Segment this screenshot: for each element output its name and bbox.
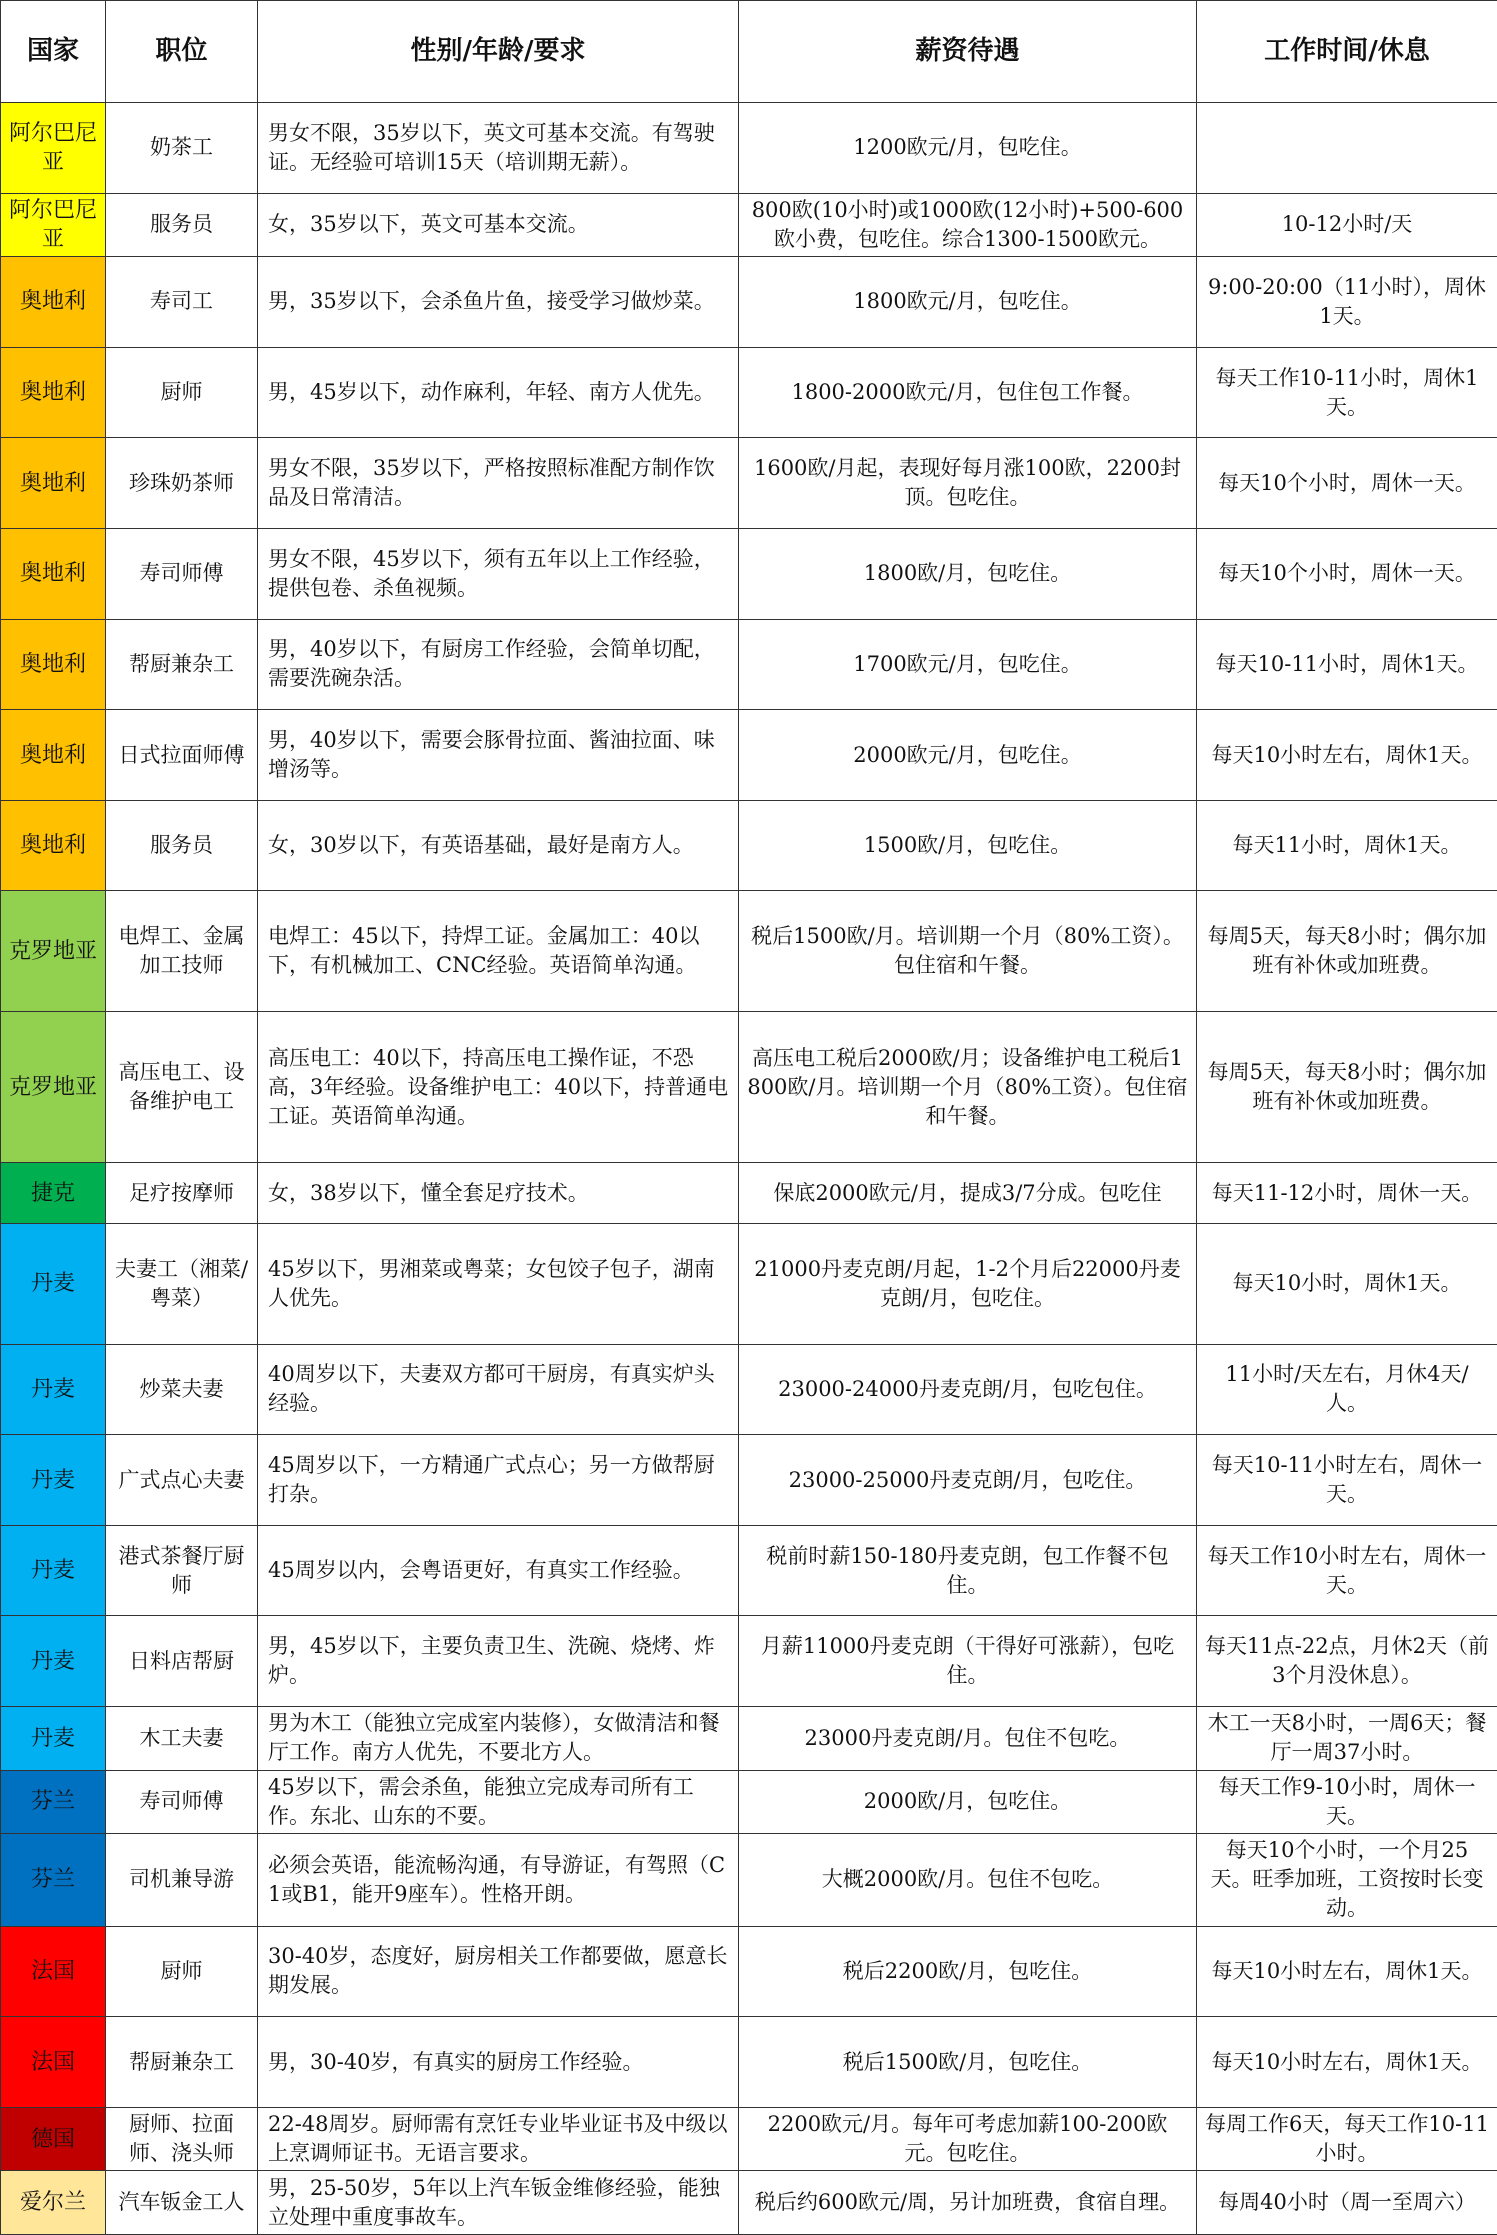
header-requirements: 性别/年龄/要求: [258, 1, 739, 103]
cell-hours: 每天10小时，周休1天。: [1197, 1223, 1497, 1344]
cell-country: 丹麦: [1, 1616, 106, 1707]
cell-salary: 1800欧/月，包吃住。: [739, 528, 1197, 619]
cell-country: 法国: [1, 1926, 106, 2017]
cell-requirements: 男女不限，35岁以下，严格按照标准配方制作饮品及日常清洁。: [258, 438, 739, 529]
cell-position: 寿司师傅: [106, 528, 258, 619]
cell-country: 阿尔巴尼亚: [1, 193, 106, 256]
cell-position: 寿司工: [106, 257, 258, 348]
cell-requirements: 男，30-40岁，有真实的厨房工作经验。: [258, 2017, 739, 2108]
cell-position: 厨师: [106, 347, 258, 438]
cell-country: 阿尔巴尼亚: [1, 103, 106, 194]
cell-salary: 21000丹麦克朗/月起，1-2个月后22000丹麦克朗/月，包吃住。: [739, 1223, 1197, 1344]
cell-requirements: 女，30岁以下，有英语基础，最好是南方人。: [258, 800, 739, 891]
cell-requirements: 30-40岁，态度好，厨房相关工作都要做，愿意长期发展。: [258, 1926, 739, 2017]
cell-country: 奥地利: [1, 619, 106, 710]
cell-country: 丹麦: [1, 1707, 106, 1770]
cell-position: 厨师、拉面师、浇头师: [106, 2107, 258, 2170]
table-row: [1, 1012, 1497, 1163]
table-body: [1, 103, 1497, 2235]
cell-position: 司机兼导游: [106, 1833, 258, 1926]
table-row: [1, 347, 1497, 438]
cell-country: 德国: [1, 2107, 106, 2170]
cell-position: 寿司师傅: [106, 1770, 258, 1833]
cell-position: 夫妻工（湘菜/粤菜）: [106, 1223, 258, 1344]
table-row: [1, 193, 1497, 256]
cell-hours: 每天工作10-11小时，周休1天。: [1197, 347, 1497, 438]
cell-position: 高压电工、设备维护电工: [106, 1012, 258, 1163]
cell-position: 木工夫妻: [106, 1707, 258, 1770]
cell-position: 帮厨兼杂工: [106, 619, 258, 710]
cell-hours: 每天11小时，周休1天。: [1197, 800, 1497, 891]
table-row: [1, 1435, 1497, 1526]
cell-country: 法国: [1, 2017, 106, 2108]
table-row: [1, 1926, 1497, 2017]
cell-salary: 月薪11000丹麦克朗（干得好可涨薪），包吃住。: [739, 1616, 1197, 1707]
cell-requirements: 男，25-50岁，5年以上汽车钣金维修经验，能独立处理中重度事故车。: [258, 2171, 739, 2235]
cell-requirements: 男女不限，45岁以下，须有五年以上工作经验，提供包卷、杀鱼视频。: [258, 528, 739, 619]
cell-country: 克罗地亚: [1, 891, 106, 1012]
cell-country: 爱尔兰: [1, 2171, 106, 2235]
cell-country: 丹麦: [1, 1344, 106, 1435]
cell-position: 汽车钣金工人: [106, 2171, 258, 2235]
cell-country: 奥地利: [1, 347, 106, 438]
cell-requirements: 电焊工：45以下，持焊工证。金属加工：40以下，有机械加工、CNC经验。英语简单沟通。: [258, 891, 739, 1012]
cell-salary: 2200欧元/月。每年可考虑加薪100-200欧元。包吃住。: [739, 2107, 1197, 2170]
cell-salary: 23000丹麦克朗/月。包住不包吃。: [739, 1707, 1197, 1770]
cell-hours: 10-12小时/天: [1197, 193, 1497, 256]
cell-position: 电焊工、金属加工技师: [106, 891, 258, 1012]
cell-salary: 1800欧元/月，包吃住。: [739, 257, 1197, 348]
table-row: [1, 1344, 1497, 1435]
header-country: 国家: [1, 1, 106, 103]
cell-hours: 每天11点-22点，月休2天（前3个月没休息）。: [1197, 1616, 1497, 1707]
cell-salary: 税后约600欧元/周，另计加班费，食宿自理。: [739, 2171, 1197, 2235]
cell-hours: 每天10个小时，周休一天。: [1197, 438, 1497, 529]
cell-hours: 每天10小时左右，周休1天。: [1197, 1926, 1497, 2017]
cell-hours: 每周工作6天，每天工作10-11小时。: [1197, 2107, 1497, 2170]
cell-hours: 每周5天，每天8小时；偶尔加班有补休或加班费。: [1197, 1012, 1497, 1163]
cell-salary: 税后1500欧/月。培训期一个月（80%工资）。包住宿和午餐。: [739, 891, 1197, 1012]
cell-country: 丹麦: [1, 1525, 106, 1616]
cell-country: 芬兰: [1, 1833, 106, 1926]
cell-position: 港式茶餐厅厨师: [106, 1525, 258, 1616]
cell-requirements: 22-48周岁。厨师需有烹饪专业毕业证书及中级以上烹调师证书。无语言要求。: [258, 2107, 739, 2170]
cell-country: 奥地利: [1, 528, 106, 619]
cell-requirements: 45岁以下，男湘菜或粤菜；女包饺子包子，湖南人优先。: [258, 1223, 739, 1344]
cell-requirements: 男女不限，35岁以下，英文可基本交流。有驾驶证。无经验可培训15天（培训期无薪）。: [258, 103, 739, 194]
cell-country: 丹麦: [1, 1223, 106, 1344]
cell-hours: 每周5天，每天8小时；偶尔加班有补休或加班费。: [1197, 891, 1497, 1012]
cell-requirements: 男，35岁以下，会杀鱼片鱼，接受学习做炒菜。: [258, 257, 739, 348]
cell-requirements: 45周岁以内，会粤语更好，有真实工作经验。: [258, 1525, 739, 1616]
cell-hours: 每天工作9-10小时，周休一天。: [1197, 1770, 1497, 1833]
cell-position: 日料店帮厨: [106, 1616, 258, 1707]
table-row: [1, 619, 1497, 710]
cell-requirements: 男，45岁以下，动作麻利，年轻、南方人优先。: [258, 347, 739, 438]
cell-salary: 税前时薪150-180丹麦克朗，包工作餐不包住。: [739, 1525, 1197, 1616]
cell-requirements: 男，40岁以下，有厨房工作经验，会简单切配，需要洗碗杂活。: [258, 619, 739, 710]
cell-country: 丹麦: [1, 1435, 106, 1526]
table-row: [1, 1833, 1497, 1926]
cell-position: 奶茶工: [106, 103, 258, 194]
cell-country: 克罗地亚: [1, 1012, 106, 1163]
cell-position: 厨师: [106, 1926, 258, 2017]
cell-requirements: 45岁以下，需会杀鱼，能独立完成寿司所有工作。东北、山东的不要。: [258, 1770, 739, 1833]
cell-salary: 大概2000欧/月。包住不包吃。: [739, 1833, 1197, 1926]
cell-hours: 每天工作10小时左右，周休一天。: [1197, 1525, 1497, 1616]
table-row: [1, 1707, 1497, 1770]
cell-requirements: 45周岁以下，一方精通广式点心；另一方做帮厨打杂。: [258, 1435, 739, 1526]
table-row: [1, 1223, 1497, 1344]
cell-salary: 1600欧/月起，表现好每月涨100欧，2200封顶。包吃住。: [739, 438, 1197, 529]
cell-hours: 每周40小时（周一至周六）: [1197, 2171, 1497, 2235]
cell-salary: 保底2000欧元/月，提成3/7分成。包吃住: [739, 1163, 1197, 1223]
cell-country: 奥地利: [1, 257, 106, 348]
cell-hours: 每天10个小时，一个月25天。旺季加班，工资按时长变动。: [1197, 1833, 1497, 1926]
table-row: [1, 1770, 1497, 1833]
cell-salary: 2000欧元/月，包吃住。: [739, 710, 1197, 801]
cell-hours: 每天11-12小时，周休一天。: [1197, 1163, 1497, 1223]
cell-country: 奥地利: [1, 710, 106, 801]
header-row: [1, 1, 1497, 103]
cell-position: 帮厨兼杂工: [106, 2017, 258, 2108]
cell-salary: 1800-2000欧元/月，包住包工作餐。: [739, 347, 1197, 438]
cell-hours: 每天10-11小时左右，周休一天。: [1197, 1435, 1497, 1526]
cell-salary: 税后2200欧/月，包吃住。: [739, 1926, 1197, 2017]
header-position: 职位: [106, 1, 258, 103]
table-row: [1, 1525, 1497, 1616]
table-row: [1, 1163, 1497, 1223]
cell-position: 服务员: [106, 193, 258, 256]
table-row: [1, 2171, 1497, 2235]
cell-position: 服务员: [106, 800, 258, 891]
table-row: [1, 800, 1497, 891]
cell-salary: 税后1500欧/月，包吃住。: [739, 2017, 1197, 2108]
cell-position: 足疗按摩师: [106, 1163, 258, 1223]
header-hours: 工作时间/休息: [1197, 1, 1497, 103]
cell-salary: 800欧(10小时)或1000欧(12小时)+500-600欧小费，包吃住。综合1300-1500欧元。: [739, 193, 1197, 256]
cell-country: 捷克: [1, 1163, 106, 1223]
cell-requirements: 高压电工：40以下，持高压电工操作证，不恐高，3年经验。设备维护电工：40以下，持普通电工证。英语简单沟通。: [258, 1012, 739, 1163]
cell-salary: 23000-24000丹麦克朗/月，包吃包住。: [739, 1344, 1197, 1435]
cell-hours: 每天10-11小时，周休1天。: [1197, 619, 1497, 710]
cell-salary: 2000欧/月，包吃住。: [739, 1770, 1197, 1833]
table-row: [1, 257, 1497, 348]
cell-requirements: 男为木工（能独立完成室内装修），女做清洁和餐厅工作。南方人优先，不要北方人。: [258, 1707, 739, 1770]
cell-salary: 1500欧/月，包吃住。: [739, 800, 1197, 891]
table-row: [1, 528, 1497, 619]
cell-hours: 每天10小时左右，周休1天。: [1197, 2017, 1497, 2108]
cell-position: 广式点心夫妻: [106, 1435, 258, 1526]
table-row: [1, 2107, 1497, 2170]
cell-requirements: 男，40岁以下，需要会豚骨拉面、酱油拉面、味增汤等。: [258, 710, 739, 801]
cell-hours: 木工一天8小时，一周6天；餐厅一周37小时。: [1197, 1707, 1497, 1770]
table-row: [1, 891, 1497, 1012]
table-row: [1, 710, 1497, 801]
table-row: [1, 438, 1497, 529]
cell-requirements: 必须会英语，能流畅沟通，有导游证，有驾照（C1或B1，能开9座车）。性格开朗。: [258, 1833, 739, 1926]
cell-salary: 1200欧元/月，包吃住。: [739, 103, 1197, 194]
cell-salary: 23000-25000丹麦克朗/月，包吃住。: [739, 1435, 1197, 1526]
cell-hours: 每天10小时左右，周休1天。: [1197, 710, 1497, 801]
cell-position: 炒菜夫妻: [106, 1344, 258, 1435]
cell-hours: 每天10个小时，周休一天。: [1197, 528, 1497, 619]
cell-salary: 1700欧元/月，包吃住。: [739, 619, 1197, 710]
cell-requirements: 女，35岁以下，英文可基本交流。: [258, 193, 739, 256]
cell-country: 奥地利: [1, 438, 106, 529]
table-row: [1, 2017, 1497, 2108]
cell-country: 芬兰: [1, 1770, 106, 1833]
cell-requirements: 40周岁以下，夫妻双方都可干厨房，有真实炉头经验。: [258, 1344, 739, 1435]
cell-salary: 高压电工税后2000欧/月；设备维护电工税后1800欧/月。培训期一个月（80%工资）。包住宿和午餐。: [739, 1012, 1197, 1163]
cell-hours: [1197, 103, 1497, 194]
cell-hours: 11小时/天左右，月休4天/人。: [1197, 1344, 1497, 1435]
cell-position: 日式拉面师傅: [106, 710, 258, 801]
cell-position: 珍珠奶茶师: [106, 438, 258, 529]
cell-country: 奥地利: [1, 800, 106, 891]
table-row: [1, 103, 1497, 194]
table-row: [1, 1616, 1497, 1707]
cell-hours: 9:00-20:00（11小时），周休1天。: [1197, 257, 1497, 348]
cell-requirements: 男，45岁以下，主要负责卫生、洗碗、烧烤、炸炉。: [258, 1616, 739, 1707]
header-salary: 薪资待遇: [739, 1, 1197, 103]
cell-requirements: 女，38岁以下，懂全套足疗技术。: [258, 1163, 739, 1223]
